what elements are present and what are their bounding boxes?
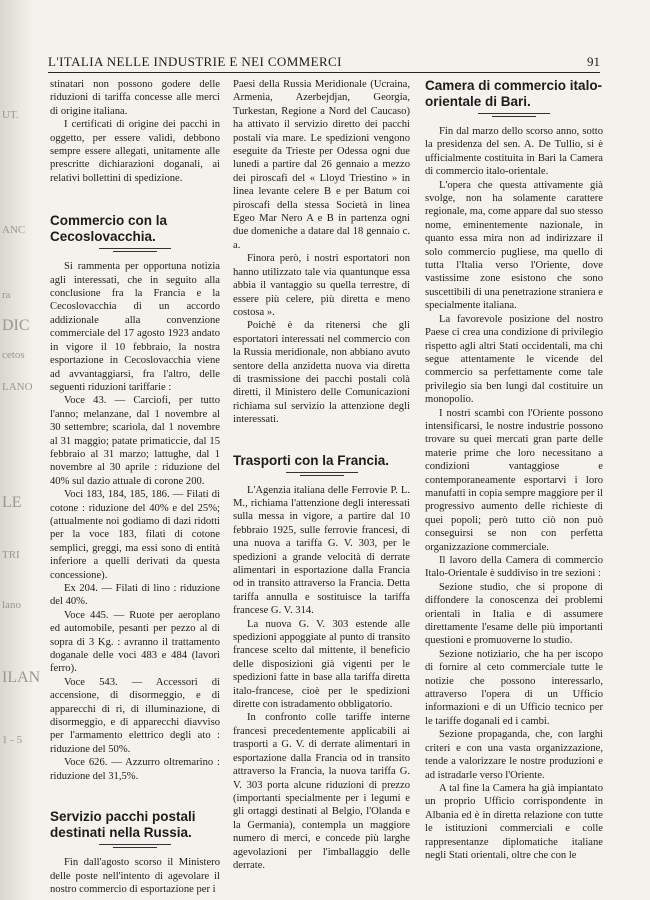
margin-fragment: ra	[2, 289, 11, 301]
tariff-item: Ex 204. — Filati di lino : riduzione del 40%.	[50, 583, 220, 608]
paragraph: Fin dal marzo dello scorso anno, sotto la presidenza del sen. A. De Tullio, si è ufficialmente costituita in Bari la Camera di commercio italo-orientale.	[425, 126, 603, 178]
heading-rule	[300, 475, 344, 476]
heading-rule	[478, 113, 550, 114]
page-number: 91	[587, 54, 600, 69]
section-item: Sezione propaganda, che, con larghi criteri e con una vasta organizzazione, tende a valorizzare le nostre produzioni e ad istradarle verso l'Oriente.	[425, 729, 603, 781]
paragraph: Paesi della Russia Meridionale (Ucraina, Armenia, Azerbejdjan, Georgia, Turkestan, Regione a Nord del Caucaso) ha attivato il servizio diretto dei pacchi postali via mare. Le spedizioni vengono eseguite da Trieste per Odessa ogni due lunedì a partire dal 26 gennaio a mezzo dei piroscafi del « Lloyd Triestino » in linea levante celere B e per Batum coi piroscafi della stessa Società in linea Egeo Mar Nero A e B in partenza ogni due domeniche a datare dal 18 gennaio c. a.	[233, 79, 410, 251]
section-item: Sezione studio, che si propone di diffondere la conoscenza dei problemi orientali in Italia e di assumere direttamente l'esame delle più importanti questioni e promuoverne lo studio.	[425, 581, 603, 647]
heading-rule	[492, 116, 536, 117]
tariff-item: Voce 445. — Ruote per aeroplano ed automobile, pesanti per pezzo al di sopra di 3 Kg. : avranno il trattamento doganale delle voci 483 e 484 (lavori ferro).	[50, 609, 220, 675]
tariff-item: Voce 43. — Carciofi, per tutto l'anno; melanzane, dal 1 novembre al 30 settembre; scariola, dal 1 novembre al 31 maggio; patate primaticcie, dal 15 febbraio al 31 marzo; lattughe, dal 1 novembre al 30 aprile : riduzione del 40% sul dazio attuale di corone 200.	[50, 395, 220, 487]
tariff-item: Voce 543. — Accessori di accensione, di disormeggio, e di apparecchi di ri, di illuminazione, di disormeggio, e di apparecchi diavviso per l'armamento elettrico degli ato : riduzione del 50%.	[50, 676, 220, 755]
heading-bari-chamber: Camera di commercio italo-orientale di Bari.	[425, 78, 603, 109]
paragraph: L'Agenzia italiana delle Ferrovie P. L. M., richiama l'attenzione degli interessati sulla messa in vigore, a partire dal 10 febbraio 1925, sulle ferrovie francesi, di una nuova a tariffa G. V. 303, per le spedizioni a grande velocità di derrate alimentari in esportazione dalla Francia od in transito attraverso la Francia. Detta tariffa annulla e sostituisce la tariffa francese G. V. 314.	[233, 484, 410, 617]
paragraph: Si rammenta per opportuna notizia agli interessati, che in seguito alla conclusione fra la Francia e la Cecoslovacchia di un accordo addizionale alla convenzione commerciale del 17 agosto 1923 andato in vigore il 10 febbraio, la nostra esportazione in Cecoslovacchia viene ad avvantaggiarsi, fra l'altro, delle seguenti riduzioni tariffarie :	[50, 261, 220, 393]
paragraph: A tal fine la Camera ha già impiantato un proprio Ufficio corrispondente in Albania ed è in diretta relazione con tutte le istituzioni commerciali e colle rappresentanze diplomatiche italiane negli Stati orientali, oltre che con le	[425, 782, 603, 861]
paragraph: I certificati di origine dei pacchi in oggetto, per essere validi, debbono sempre essere allegati, unitamente alle prescritte dichiarazioni doganali, ai relativi bollettini di spedizione.	[50, 119, 220, 184]
margin-fragment: 1 - 5	[2, 734, 23, 746]
paragraph: Finora però, i nostri esportatori non hanno utilizzato tale via quantunque essa abbia il vantaggio su quella terrestre, di essere più celere, più diretta e meno costosa ».	[233, 253, 410, 318]
heading-rule	[113, 847, 157, 848]
paragraph: stinatari non possono godere delle riduzioni di tariffa concesse alle merci di origine italiana.	[50, 79, 220, 117]
margin-fragment: ILAN	[2, 669, 41, 686]
section-item: Sezione notiziario, che ha per iscopo di fornire al ceto commerciale tutte le notizie che possono interessarlo, attraverso l'opera di un Ufficio informazioni e di un Ufficio tecnico per le tariffe doganali ed i cambi.	[425, 648, 603, 727]
tariff-item: Voce 626. — Azzurro oltremarino : riduzione del 31,5%.	[50, 757, 220, 782]
column-middle	[233, 78, 410, 872]
paragraph: La favorevole posizione del nostro Paese ci crea una condizione di privilegio rispetto agli altri Stati occidentali, ma chi segue attentamente le vicende del commercio sa perfettamente come tale privilegio sia ben lungi dal costituire un monopolio.	[425, 313, 603, 406]
running-header	[48, 52, 600, 73]
margin-fragment: LANO	[2, 381, 33, 393]
column-right	[425, 78, 603, 862]
paragraph: La nuova G. V. 303 estende alle spedizioni appoggiate al punto di transito francese scelto dal mittente, il beneficio delle disposizioni già vigenti per le spedizioni fatte in base alla tariffa diretta italo-francese, cioè per le spedizioni dirette con istradamento obbligatorio.	[233, 618, 410, 711]
paragraph: Fin dall'agosto scorso il Ministero delle poste nell'intento di agevolare il nostro commercio di esportazione per i	[50, 857, 220, 895]
heading-france-transport: Trasporti con la Francia.	[233, 452, 390, 468]
paragraph: In confronto colle tariffe interne francesi precedentemente applicabili ai trasporti a G. V. di derrate alimentari in esportazione dalla Francia od in transito attraverso la Francia, la nuova tariffa G. V. 303 porta alcune riduzioni di prezzo (importanti specialmente per i legumi e gli ortaggi destinati al Belgio, l'Olanda e la Germania), contempla un maggiore numero di merci, e concede più larghe agevolazioni per l'imballaggio delle derrate.	[233, 712, 410, 871]
tariff-item: Voci 183, 184, 185, 186. — Filati di cotone : riduzione del 40% e del 25%; (attualmente noi godiamo di dazi ridotti per la voce 183, filati di cotone semplici, greggi, ma essi sono di entità inferiore a quelli derivati da questa concessione).	[50, 489, 220, 581]
margin-fragment: ANC	[2, 224, 26, 236]
bound-margin-strip	[0, 0, 41, 900]
paragraph: Il lavoro della Camera di commercio Italo-Orientale è suddiviso in tre sezioni :	[425, 555, 603, 580]
column-left	[50, 78, 220, 896]
paragraph: I nostri scambi con l'Oriente possono intensificarsi, le nostre industrie possono trovare su quei mercati gran parte delle materie prime che loro necessitano a condizioni vantaggiose e contemporaneamente esportarvi i loro manufatti in copia sempre maggiore per il progressivo aumento delle richieste di quei popoli; però tutto ciò non può conseguirsi se non con perfetta organizzazione commerciale.	[425, 407, 603, 553]
heading-rule	[113, 251, 157, 252]
margin-fragment: cetos	[2, 349, 25, 361]
heading-russia-parcels: Servizio pacchi postali destinati nella Russia.	[50, 809, 196, 841]
heading-rule	[286, 472, 358, 473]
running-title: L'ITALIA NELLE INDUSTRIE E NEI COMMERCI	[48, 54, 342, 69]
heading-rule	[99, 844, 171, 845]
margin-fragment: lano	[2, 599, 21, 611]
margin-fragment: TRI	[2, 549, 20, 561]
margin-fragment: LE	[2, 494, 22, 511]
heading-czechoslovakia: Commercio con la Cecoslovacchia.	[50, 213, 168, 245]
heading-rule	[99, 248, 171, 249]
paragraph: Poichè è da ritenersi che gli esportatori interessati nel commercio con la Russia meridionale, non abbiano avuto sentore della anzidetta nuova via diretta di trasmissione dei pacchi postali colà diretti, il Ministero delle Comunicazioni richiama sul servizio la attenzione degli interessati.	[233, 320, 410, 426]
margin-fragment: DIC	[2, 317, 30, 334]
margin-fragment: UT.	[2, 109, 19, 121]
paragraph: L'opera che questa attivamente già svolge, non ha solamente carattere regionale, ma, come appare dal suo stesso nome, eminentemente nazionale, in quanto essa mira non ad indirizzare il solo commercio pugliese, ma quello di tutta l'Italia verso l'Oriente, dove vastissime zone esistono che sono suscettibili di una penetrazione straniera e specialmente italiana.	[425, 179, 603, 312]
